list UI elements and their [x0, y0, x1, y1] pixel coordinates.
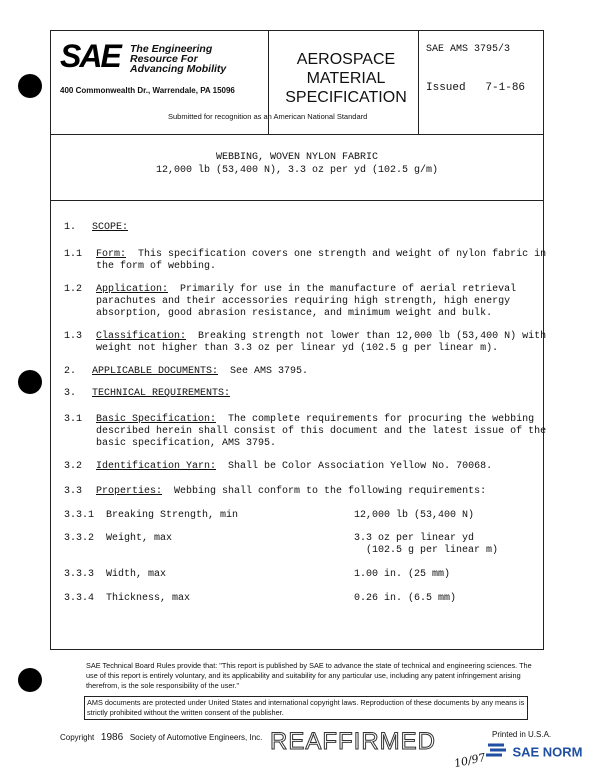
binder-hole-middle	[18, 370, 42, 394]
property-value: 3.3 oz per linear yd	[354, 533, 475, 544]
tagline-line-1: The Engineering	[130, 43, 213, 55]
section-3-1-line-2: described herein shall consist of this document and the latest issue of the	[96, 426, 547, 437]
section-1-3-heading: Classification:	[96, 331, 187, 342]
sae-technical-board-rules: SAE Technical Board Rules provide that: "This report is published by SAE to advance the state of technical and engineering sciences. The use of this report is entirely voluntary, and its applicability and suitability for any particular use, including any patent infringement arising therefrom, is the sole responsibility of the user."	[86, 661, 532, 690]
copyright-line	[60, 732, 262, 743]
section-1-2-line-1	[96, 284, 516, 296]
tagline-line-3: Advancing Mobility	[130, 63, 227, 75]
doc-type-line-1: AEROSPACE	[296, 51, 396, 68]
property-name: Width, max	[106, 569, 167, 580]
sae-norm-emblem-icon	[484, 742, 508, 762]
section-1-title: SCOPE:	[92, 222, 129, 233]
doc-type-line-2: MATERIAL	[306, 70, 386, 87]
sae-logo: SAE	[60, 38, 120, 74]
header-divider	[50, 134, 544, 135]
property-name: Weight, max	[106, 533, 173, 544]
property-number: 3.3.1	[64, 510, 95, 521]
copyright-year: 1986	[100, 732, 124, 743]
section-2-text: See AMS 3795.	[230, 366, 309, 377]
section-3-2-heading: Identification Yarn:	[96, 461, 217, 472]
property-value: 0.26 in. (6.5 mm)	[354, 593, 457, 604]
section-2-title: APPLICABLE DOCUMENTS:	[92, 366, 219, 377]
binder-hole-bottom	[18, 668, 42, 692]
section-1-3-line-1	[96, 331, 546, 343]
handwritten-date: 10/97	[452, 750, 487, 771]
section-1-1-line-2: the form of webbing.	[96, 261, 217, 272]
section-3-1-line-3: basic specification, AMS 3795.	[96, 438, 277, 449]
section-1-1-heading: Form:	[96, 249, 127, 260]
section-1-3-line-2: weight not higher than 3.3 oz per linear yd (102.5 g per linear m).	[96, 343, 499, 354]
section-1-1-number: 1.1	[64, 249, 83, 260]
section-3-2-number: 3.2	[64, 461, 83, 472]
section-1-2-heading: Application:	[96, 284, 169, 295]
property-name: Breaking Strength, min	[106, 510, 239, 521]
section-3-2-text: Shall be Color Association Yellow No. 70068.	[228, 461, 493, 472]
property-number: 3.3.3	[64, 569, 95, 580]
section-3-1-heading: Basic Specification:	[96, 414, 217, 425]
section-3-1-text: The complete requirements for procuring the webbing	[228, 414, 535, 425]
issued-line	[426, 82, 525, 94]
section-3-2-line	[96, 461, 492, 473]
sae-norm-text: SAE NORM	[512, 744, 583, 760]
section-1-2-line-3: absorption, good abrasion resistance, and minimum weight and bulk.	[96, 308, 493, 319]
recognition-note: Submitted for recognition as an American National Standard	[168, 112, 368, 121]
section-2-number: 2.	[64, 366, 77, 377]
copyright-organization: Society of Automotive Engineers, Inc.	[129, 733, 263, 742]
section-3-1-line-1	[96, 414, 534, 426]
copyright-label: Copyright	[60, 733, 95, 742]
section-3-3-heading: Properties:	[96, 486, 163, 497]
address: 400 Commonwealth Dr., Warrendale, PA 15096	[60, 86, 235, 95]
section-3-1-number: 3.1	[64, 414, 83, 425]
reaffirmed-stamp: REAFFIRMED	[270, 728, 436, 755]
document-number: SAE AMS 3795/3	[426, 44, 511, 55]
property-name: Thickness, max	[106, 593, 191, 604]
binder-hole-top	[18, 74, 42, 98]
sae-norm-logo	[484, 742, 583, 762]
property-value-secondary: (102.5 g per linear m)	[366, 545, 499, 556]
header-vline-right	[418, 30, 419, 134]
section-2-line	[92, 366, 308, 378]
section-3-3-line	[96, 486, 486, 498]
section-3-3-text: Webbing shall conform to the following requirements:	[174, 486, 487, 497]
tagline-line-2: Resource For	[130, 53, 198, 65]
issued-label: Issued	[426, 82, 466, 94]
section-1-3-number: 1.3	[64, 331, 83, 342]
section-1-1-line-1	[96, 249, 546, 261]
tagline	[130, 44, 226, 74]
property-number: 3.3.4	[64, 593, 95, 604]
document-type	[276, 50, 416, 107]
ams-copyright-notice: AMS documents are protected under United States and international copyright laws. Reproduction of these documents by any means is strictly prohibited without the written consent of the publisher.	[84, 696, 528, 720]
section-1-1-text: This specification covers one strength and weight of nylon fabric in	[138, 249, 547, 260]
section-3-title: TECHNICAL REQUIREMENTS:	[92, 388, 231, 399]
issued-date: 7-1-86	[485, 82, 526, 94]
section-1-number: 1.	[64, 222, 77, 233]
section-3-number: 3.	[64, 388, 77, 399]
spec-title-line-1: WEBBING, WOVEN NYLON FABRIC	[215, 152, 379, 163]
section-1-2-line-2: parachutes and their accessories requiring high strength, high energy	[96, 296, 511, 307]
section-1-2-number: 1.2	[64, 284, 83, 295]
property-value: 12,000 lb (53,400 N)	[354, 510, 475, 521]
spec-title-line-2: 12,000 lb (53,400 N), 3.3 oz per yd (102.5 g/m)	[155, 165, 439, 176]
property-value: 1.00 in. (25 mm)	[354, 569, 451, 580]
section-3-3-number: 3.3	[64, 486, 83, 497]
section-1-2-text: Primarily for use in the manufacture of aerial retrieval	[180, 284, 517, 295]
title-divider	[50, 200, 544, 201]
section-1-3-text: Breaking strength not lower than 12,000 lb (53,400 N) with	[198, 331, 547, 342]
doc-type-line-3: SPECIFICATION	[285, 89, 407, 106]
property-number: 3.3.2	[64, 533, 95, 544]
printed-in: Printed in U.S.A.	[492, 730, 552, 739]
